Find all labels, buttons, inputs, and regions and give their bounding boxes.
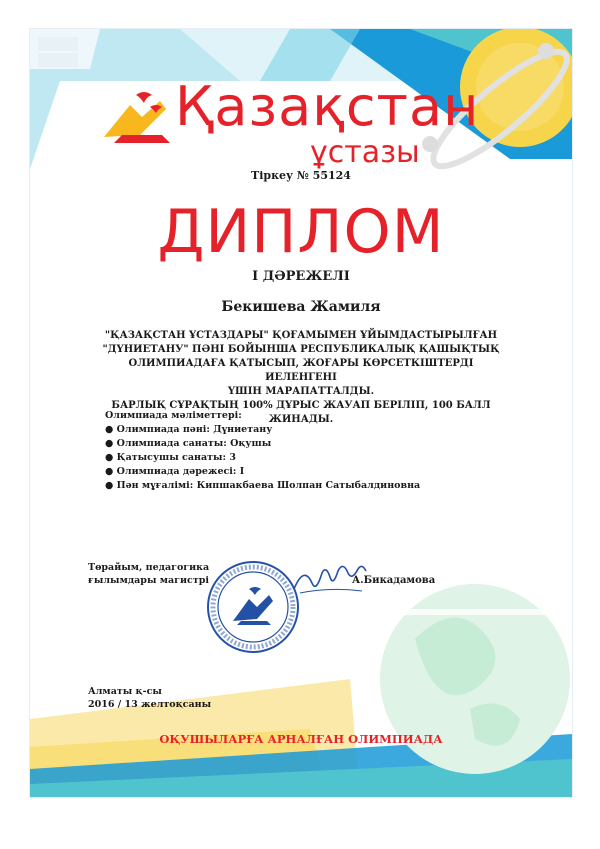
award-line: БАРЛЫҚ СҰРАҚТЫҢ 100% ДҰРЫС ЖАУАП БЕРІЛІП, 100 БАЛЛ ЖИНАДЫ. [111,400,491,425]
signatory-line: Төрайым, педагогика [88,562,210,573]
city: Алматы қ-сы [88,686,162,697]
footer-caption: ОҚУШЫЛАРҒА АРНАЛҒАН ОЛИМПИАДА [159,732,443,746]
logo-sub-text: ұстазы [310,135,420,170]
issue-date: 2016 / 13 желтоқсаны [88,699,212,710]
signatory-line: ғылымдары магистрі [88,575,209,586]
recipient-name: Бекишева Жамиля [221,299,381,315]
registration-number: Тіркеу № 55124 [251,169,351,182]
signatory-title [88,561,209,587]
degree-label: І ДӘРЕЖЕЛІ [252,269,350,284]
place-and-date [88,685,211,711]
olympiad-details [105,409,525,493]
details-item: ● Олимпиада дәрежесі: І [105,466,245,477]
award-line: "ДҮНИЕТАНУ" ПӘНІ БОЙЫНША РЕСПУБЛИКАЛЫҚ ҚАШЫҚТЫҚ [102,344,500,355]
logo-main-text: Қазақстан [175,75,480,138]
award-line: ҮШІН МАРАПАТТАЛДЫ. [227,386,375,397]
diploma-sheet [29,28,573,798]
details-item: ● Олимпиада пәні: Дүниетану [105,424,273,435]
diploma-title: ДИПЛОМ [157,197,445,267]
details-item: ● Пән мұғалімі: Кипшакбаева Шолпан Сатыбалдиновна [105,480,421,491]
details-heading: Олимпиада мәліметтері: [105,410,242,421]
details-item: ● Қатысушы санаты: 3 [105,452,236,463]
official-stamp [205,559,301,655]
signatory-name: А.Бикадамова [352,575,436,586]
details-item: ● Олимпиада санаты: Оқушы [105,438,272,449]
award-line: ОЛИМПИАДАҒА ҚАТЫСЫП, ЖОҒАРЫ КӨРСЕТКІШТЕРДІ ИЕЛЕНГЕНІ [128,358,474,383]
award-line: "ҚАЗАҚСТАН ҰСТАЗДАРЫ" ҚОҒАМЫМЕН ҰЙЫМДАСТЫРЫЛҒАН [104,330,498,341]
logo [100,75,500,179]
bird-logo-icon [100,87,178,147]
